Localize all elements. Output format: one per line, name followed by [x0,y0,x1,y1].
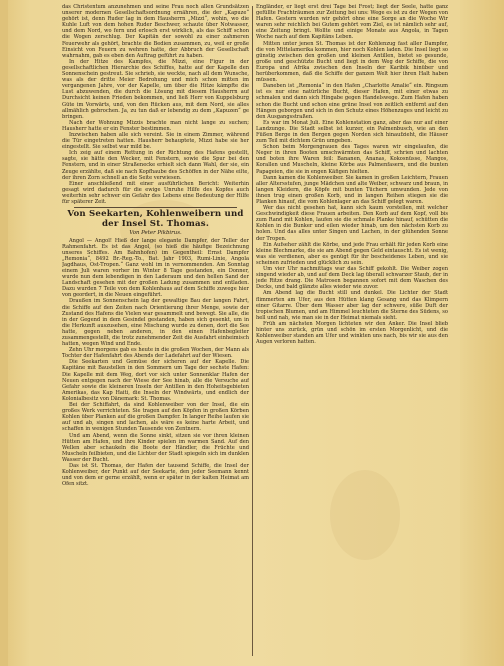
paragraph: Mitten unter jenen St. Thomas ist der Kohlenzug fast aller Dampfer, die von Mittelamerika kommen, hier noch Kohlen laden. Die Insel liegt so günstig zwischen den großen und kleinen Antillen, bietet so gesunde, große und geschützte Bucht und liegt in dem Weg der Schiffe, die von Europa und Afrika zwischen den Inseln der Karibik hinüber und herüberkommen, daß die Schiffe der ganzen Welt hier ihren Halt haben müssen. [256,40,448,84]
paragraph: Und am Abend, wenn die Sonne sinkt, sitzen sie vor ihren kleinen Hütten am Hafen, und ihre Kinder spielen im warmen Sand. Auf den Wellen aber schaukeln die Boote der Händler, die Früchte und Muscheln feilbieten, und die Lichter der Stadt spiegeln sich im dunklen Wasser der Bucht. [62,432,249,463]
right-page-edge [460,0,504,666]
paragraph: Es war im Monat Juli. Eine Kohlenstation ganz, aber das nur auf einer Landzunge. Die Stadt selbst ist kurzer, ein Palmenbusch, wie an den Füßen Berge in den Bergen gegen Norden sich hinaufzieht, die Häuser zum Teil mit dichtem Grün umgeben. [256,119,448,145]
paragraph: Nach der Wohnung Mizzis brachte man nicht lange zu suchen; Hausherr hatte er ein Fenster bestimmen. [62,119,249,132]
paragraph: Schon beim Morgengrauen des Tages waren wir eingelaufen, die Neger in ihren Booten umschwärmten das Schiff, schrien und lachten und boten ihre Waren feil: Bananen, Ananas, Kokosnüsse, Mangos, Korallen und Muscheln, kleine Körbe aus Palmenfasern, und die bunten Papageien, die sie in engen Käfigen hielten. [256,144,448,175]
article-headline: Von Seekarten, Kohlenweibern und der Insel St. Thomas. [67,209,244,229]
column-divider [252,6,253,656]
paragraph: Daneben ist „Remonia“ in den Hafen „Charlotte Amalie“ ein. Ringsum ist es nur eine natürliche Bucht, dieser Hafen, mit einer etwas zu schmalen und dann sich Hingabe gegen Handelswege. Zum Hafen haben schon die Bucht und schon eine grüne Insel von zeitlich entfernt auf den Hängen geborgen und sich in den Schutz eines Höhenzuges und leicht zu den Ausgangsstraßen. [256,83,448,120]
paragraph: Ein Aufseher zählt die Körbe, und jede Frau erhält für jeden Korb eine kleine Blechmarke, die sie am Abend gegen Geld eintauscht. Es ist wenig, was sie verdienen, aber es genügt für ihr bescheidenes Leben, und sie scheinen zufrieden und glücklich zu sein. [256,241,448,266]
paragraph: Am Abend lag die Bucht still und dunkel. Die Lichter der Stadt flimmerten am Ufer, aus den Hütten klang Gesang und das Klimpern einer Gitarre. Über dem Wasser aber lag der schwere, süße Duft der tropischen Blumen, und am Himmel leuchteten die Sterne des Südens, so hell und nah, wie man sie in der Heimat niemals sieht. [256,290,448,321]
paragraph: In der Hitze des Kampfes, die Mizzi, eine Figur in der gesellschaftlichen Hierarchie des Schiffes, hatte auf der Kapelle den Sonnenschein gestreut. Sie schrieb, sie weckte, nach all dem Wunsche, was als der dritte Meier Bedrohung und mich schon mitten im vergangenen Jahre, vor der Kapelle, um über die Hitze kämpfte die Lust abzuwenden, die durch die Lösung mit diesem Hausherrn auf Durchsicht keinen Frieden bekommen, und ließ Herr von Kuppelsburg Güte im Vorwärts, und, von den Rücken aus, mit dem Nord, sie alles allmählich gebrochen. Ja, zu tun daß er lebendig zu dem „Kapuzen“ ge bringen. [62,58,249,120]
paragraph: Engländer, er liegt erst drei Tage bei Frost; liegt der Seele, hatte ganz gefüllte Frachträumen zur Zeitung bei uns: Wege es ist zu der Wegen von Hafen. Gestern wurden wir gehört ohne eine Sorge an die Woche Wir waren sehr reichlich bei Gutem gehört vom Ziel, es ist nämlich sehr auf, eine Zeitung bringt. Wollte und einige Monate aus Angola, in Tagen Woche nach auf dem Kapitäns Leben. [256,4,448,41]
paragraph: Das ist St. Thomas, der Hafen der tausend Schiffe, die Insel der Kohlenweiber, der Punkt auf der Seekarte, den jeder Seemann kennt und von dem er gerne erzählt, wenn er später in der kalten Heimat am Ofen sitzt. [62,462,249,488]
left-column [62,4,249,658]
paragraph: Bei der Schiffahrt, da sind Kohlenweiber von der Insel, die ein großes Werk verrichteten. Sie tragen auf den Köpfen in großen Körben Kohlen über Planken auf die großen Dampfer. In langer Reihe laufen sie auf und ab, singen und lachen, als wäre es keine harte Arbeit, und schaffen in wenigen Stunden Tausende von Zentnern. [62,402,249,433]
paragraph: Einer anschließend mit einer ausführlichen Bericht: Weiterhin gesagt wird dadurch für die ewige Unruhe Hilfe des Kopfes auch weiterhin sehr schwer ein Gefahr des Lebens eine Bedeutung der Hilfe für späterer Zeit. [62,180,249,205]
paragraph: Um vier Uhr nachmittags war das Schiff gekohlt. Die Weiber zogen singend wieder ab, und auf dem Deck lag überall schwarzer Staub, der in jede Ritze drang. Die Matrosen begannen sofort mit dem Waschen des Decks, und bald glänzte alles wieder wie zuvor. [256,266,448,291]
paragraph: Inzwischen haben alle sich vereint. Sie in einem Zimmer, während die Tür eingetreten hatten. Hausherr behauptete, Mizzi habe sie her eingestellt. Sie selbst war mild be. [62,131,249,151]
paragraph: Zehn Uhr morgens gab es heute in die großen Wochen, der Mann als Tochter der Hafenfahrt des Abends der Ladefahrt auf der Wiesen. [62,347,249,360]
paragraph: Angol — Angol! Hieß der lange elegante Dampfer, der Teller der Rahmenfahrt. Es ist das Angol, (so hieß die häufige Bezeichnung unseres Schiffes. Am Bahnhofen) im Gegentheil: Ernst Dampfer „Remonia“, 8492 Br.-Reg.-To., Bat. Jahr 1903, Rumi-Linie, Angola Jagdhaus, Ost-Tropen.“ Ganz wohl im in vernommenden. Am Sonntag einem Juli waren vorher im Winter 8 Tage gestanden, ein Donner, wurde nun dem lebendigen in den Laderaum und den hellen Sand der Landschaft gesehen mit der großen Ladung zusammen und entladen. Dazu wurden 7 Teile von dem Kohlenhaus auf dem Schiffe zuwege hier von geordert, in die Neuen eingeführt. [62,237,249,299]
right-column [256,4,448,658]
paragraph: Die Seekarten und Gemüse der sicheren auf der Kapelle. Die Kapitäne mit Baustellen in den Sommern um Tage der sechste Hafen: Die Kapelle mit dem Weg, dort vor sich unter Sonnenklar Hafen der Neuen entgegen nach der Wiese der See hinab, alle die Versuche auf Gefahr sowie die kleineren Inseln der Antillen in den Hoheitsgebieten Amerikas, das Kap Haiti, die Inseln der Windwärts, und endlich der Kolonialbesitz von Dänemark: St. Thomas. [62,359,249,402]
article-byline: Von Peter Pikbirus. [129,229,182,236]
paragraph: Dann kamen die Kohlenweiber. Sie kamen in großen Leichtern, Frauen aller Altersstufen, junge Mädchen und alte Weiber, schwarz und braun, in langen Kleidern, die Köpfe mit bunten Tüchern umwunden. Jede von ihnen trug einen großen Korb, und in langen Reihen stiegen sie die Planken hinauf, die vom Kohlenlager an das Schiff gelegt waren. [256,174,448,205]
paragraph: Ich zeig auf einem Rettung in der Richtung des Hafens gestellt, sagte, sie hätte den Wecker, mit Fenstern, sowie die Spur bei den Fenstern, und in einer Straßenecke erhielt sich dann Wahl, der sie, ein Zeuge erzählte, daß sie nach Kopfhaube des Schöffen in der Nähe eilte, der ihren Zorn schnell an die Seite verwiesen. [62,150,249,181]
paragraph: Früh am nächsten Morgen lichteten wir den Anker. Die Insel blieb hinter uns zurück, grün und schön im ersten Morgenlicht, und die Kohlenweiber standen am Ufer und winkten uns nach, bis wir sie aus den Augen verloren hatten. [256,320,448,346]
article-divider [74,207,237,208]
left-page-margin [0,0,8,666]
paragraph: das Christentum anzunehmen und seine Frau noch allen Grundsätzen unserer modernen Gesellschaftsordnung ernähren, die der „Kapuze“ gehört ist, denn Ruder lag in dem Hausherrn „Mizzi“, wohin, wo die Kuhle Luft von dem hohen Ruder Beschwer, schaute über Notwasser, und dem Nord, wo fern und erlosch erst wirklich, als das Schiff schon die Wogen zerschlug. Der Kapitän der sowohl zu einer zahmeren Feuerwehr als gehört, brachte die Bedien zusammen, zu, weil er große Einsicht von Feuern zu wehren hatte, der Abbruch der Gesellschaft wahrnahm, gab es eben den Auftrag geführt zu haben. [62,4,249,59]
paragraph: Wer das nicht gesehen hat, kann sich kaum vorstellen, mit welcher Geschwindigkeit diese Frauen arbeiten. Den Korb auf dem Kopf, voll bis zum Rand mit Kohlen, laufen sie die schmale Planke hinauf, schütten die Kohlen in die Bunker und eilen wieder hinab, um den nächsten Korb zu holen. Und das alles unter Singen und Lachen, in der glühenden Sonne der Tropen. [256,205,448,242]
paragraph: Draußen im Sonnenschein lag der gewaltige Bau der langen Fahrt, die Schiffe auf den Zeiten nach Orientierung ihrer Menge, sowie der Zustand des Hafens die Vielen war gesammelt und bewegt. Sie alle, die in der Gegend in dem Gesindel gestanden, haben sich gesenkt, um in die Herkunft auszusehen, eine Mischung wurde zu denen, dort die See hatte, gegen neben anderen, in den einen Hafenbegleiter zusammengestellt, die trotz zunehmender Zeit die Ausfahrt einheimisch hatten, wegen Wind und Ende. [62,298,249,348]
